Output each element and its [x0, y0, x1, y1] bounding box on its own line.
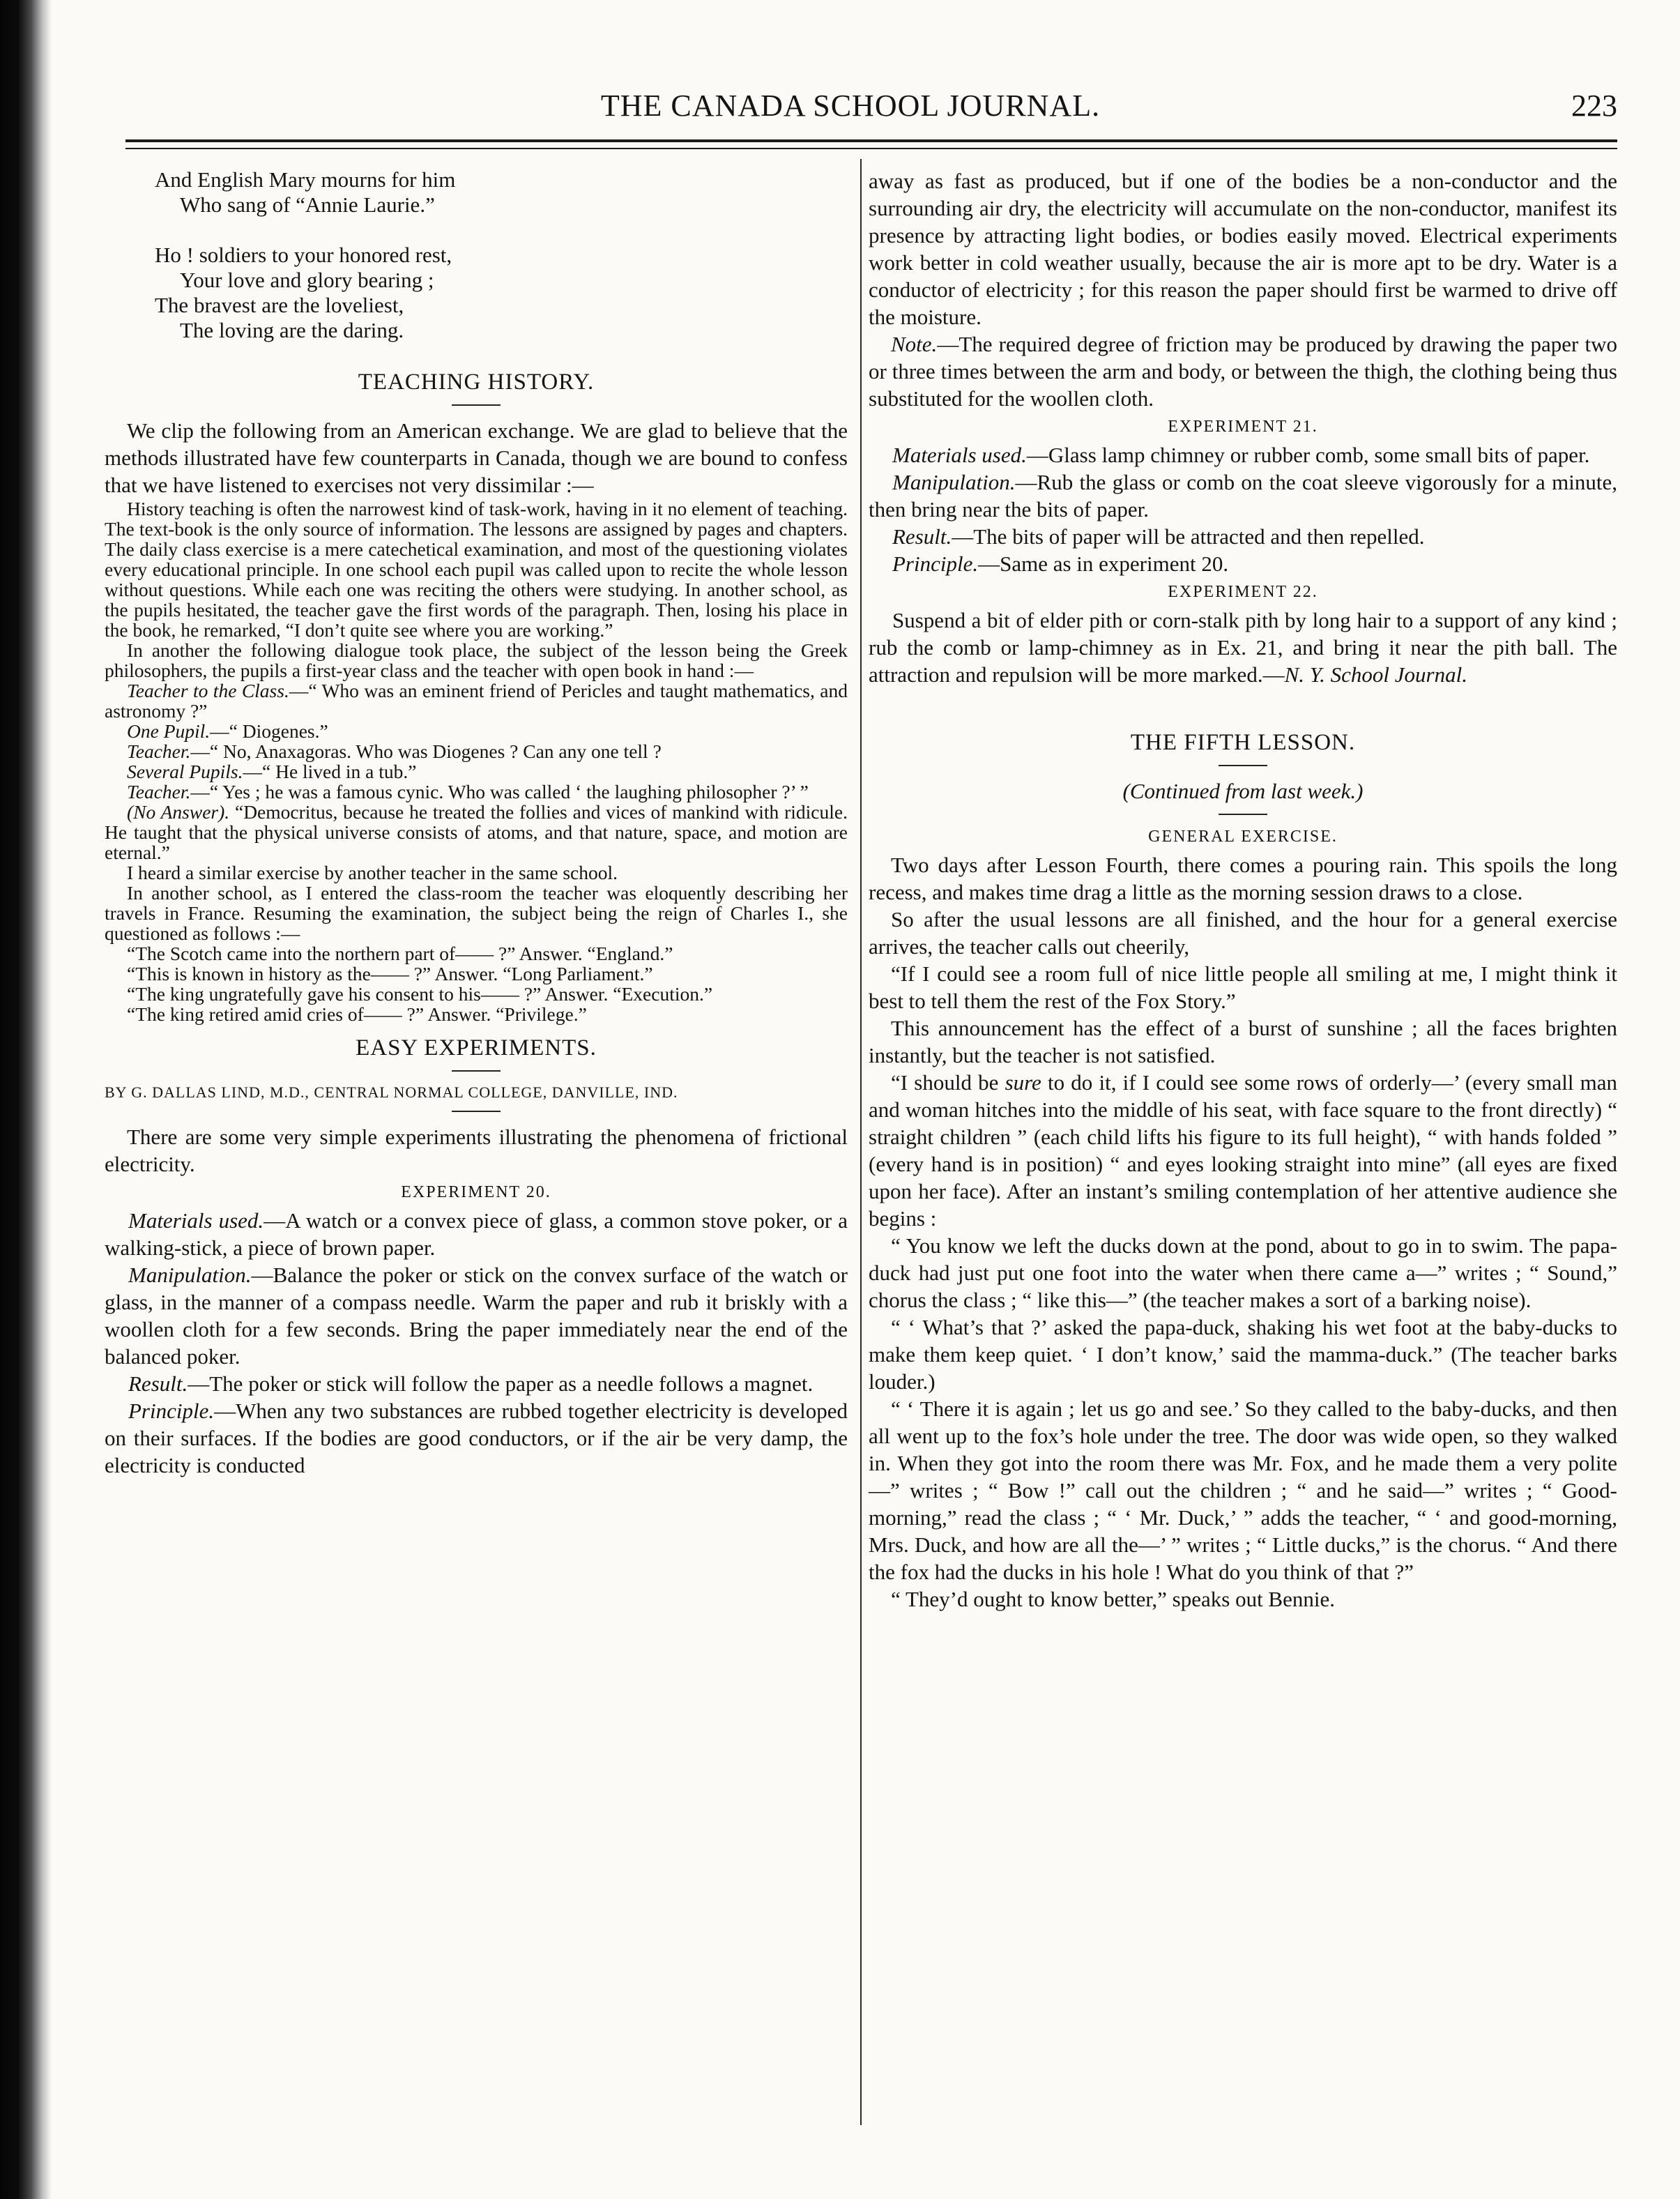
poem-stanza-2 [105, 243, 848, 343]
dialogue-line [105, 802, 848, 862]
text: to do it, if I could see some rows of orderly—’ (every small man and woman hitches into the middle of his seat, with face square to the front directly) “ straight children ” (each child lifts his figure to its full height), “ with hands folded ” (every hand is in position) “ and eyes looking straight into mine” (all eyes are fixed upon her face). After an instant’s smiling contemplation of her attentive audience she begins : [869, 1070, 1617, 1231]
page-number: 223 [1571, 89, 1617, 123]
poem-line: The loving are the daring. [180, 318, 404, 342]
paragraph: So after the usual lessons are all finished, and the hour for a general exercise arrives, the teacher calls out cheerily, [869, 907, 1617, 959]
text: —The bits of paper will be attracted and then repelled. [952, 524, 1425, 549]
paragraph: Two days after Lesson Fourth, there comes a pouring rain. This spoils the long recess, and makes time drag a little as the morning session draws to a close. [869, 853, 1617, 904]
text: —When any two substances are rubbed together electricity is developed on their surfaces. If the bodies are good conductors, or if the air be very damp, the electricity is conducted [105, 1399, 848, 1477]
right-column [869, 167, 1617, 1613]
principle [869, 550, 1617, 577]
question-answer: “The king retired amid cries of—— ?” Answer. “Privilege.” [127, 1003, 587, 1025]
paragraph: “ ‘ What’s that ?’ asked the papa-duck, shaking his wet foot at the baby-ducks to make them keep quiet. ‘ I don’t know,’ said the mamma-duck.” (The teacher barks louder.) [869, 1315, 1617, 1394]
journal-title: THE CANADA SCHOOL JOURNAL. [600, 89, 1101, 123]
column-separator [860, 159, 862, 2125]
label: Principle. [892, 551, 979, 576]
dialogue-line [105, 782, 848, 802]
label: Manipulation. [128, 1263, 252, 1287]
heading-rule [1219, 814, 1267, 815]
dialogue-text: —“ Who was an eminent friend of Pericles and taught mathematics, and astronomy ?” [105, 680, 848, 722]
text: —Rub the glass or comb on the coat sleeve vigorously for a minute, then bring near the bits of paper. [869, 470, 1617, 522]
label: Materials used. [128, 1208, 264, 1233]
label: Result. [892, 524, 952, 549]
dialogue-line [105, 761, 848, 782]
source: N. Y. School Journal. [1284, 662, 1467, 687]
section-heading-fifth-lesson: THE FIFTH LESSON. [1130, 730, 1356, 755]
materials [105, 1207, 848, 1261]
experiment-20 [105, 1182, 848, 1479]
result [105, 1370, 848, 1397]
poem [105, 167, 848, 343]
paragraph: “If I could see a room full of nice little people all smiling at me, I might think it best to tell them the rest of the Fox Story.” [869, 961, 1617, 1013]
dialogue-line [105, 680, 848, 721]
label: Note. [891, 332, 938, 356]
binding-shadow [0, 0, 52, 2199]
text: —Balance the poker or stick on the convex surface of the watch or glass, in the manner of a compass needle. Warm the paper and rub it briskly with a woollen cloth for a few seconds. Bring the paper immediately near the end of the balanced poker. [105, 1263, 848, 1369]
paragraph: I heard a similar exercise by another teacher in the same school. [127, 862, 618, 883]
dialogue-text: —“ Diogenes.” [210, 720, 328, 742]
paragraph: In another school, as I entered the class-room the teacher was eloquently describing her travels in France. Resuming the examination, the subject being the reign of Charles I., she questioned as follows :— [105, 882, 848, 944]
speaker: (No Answer). [127, 801, 230, 823]
text: “I should be [891, 1070, 1005, 1095]
page-header [84, 84, 1617, 146]
heading-rule [452, 1111, 501, 1112]
speaker: Teacher. [127, 781, 191, 802]
dialogue-text: “Democritus, because he treated the follies and vices of mankind with ridicule. He taught that the physical universe consists of atoms, and that nature, space, and motion are eternal.” [105, 801, 848, 863]
experiment-heading: EXPERIMENT 20. [401, 1183, 551, 1201]
paragraph: In another the following dialogue took place, the subject of the lesson being the Greek philosophers, the pupils a first-year class and the teacher with open book in hand :— [105, 639, 848, 681]
text: —A watch or a convex piece of glass, a common stove poker, or a walking-stick, a piece of brown paper. [105, 1208, 848, 1260]
manipulation [105, 1261, 848, 1370]
experiment-heading: EXPERIMENT 22. [1168, 583, 1318, 601]
materials [869, 441, 1617, 469]
poem-line: Your love and glory bearing ; [180, 268, 434, 292]
paragraph [869, 1069, 1617, 1232]
text: —The required degree of friction may be produced by drawing the paper two or three times between the arm and body, or between the thigh, the clothing being thus substituted for the woollen cloth. [869, 332, 1617, 411]
text: —Glass lamp chimney or rubber comb, some small bits of paper. [1026, 443, 1590, 467]
dialogue-text: —“ No, Anaxagoras. Who was Diogenes ? Can any one tell ? [190, 740, 662, 762]
dialogue-line [105, 741, 848, 761]
heading-rule [452, 1070, 501, 1072]
result [869, 523, 1617, 550]
text: —Same as in experiment 20. [978, 551, 1229, 576]
paragraph: “ They’d ought to know better,” speaks out Bennie. [891, 1587, 1335, 1611]
label: Manipulation. [892, 470, 1016, 494]
question-answer: “The Scotch came into the northern part of—— ?” Answer. “England.” [127, 943, 673, 964]
principle-continued: away as fast as produced, but if one of the bodies be a non-conductor and the surrounding air dry, the electricity will accumulate on the non-conductor, manifest its presence by attracting light bodies, or bodies easily moved. Electrical experiments work better in cold weather usually, because the air is more apt to be dry. Water is a conductor of electricity ; for this reason the paper should first be warmed to drive off the moisture. [869, 169, 1617, 329]
header-rule-thick [125, 139, 1617, 142]
continued-note: (Continued from last week.) [1122, 779, 1364, 803]
paragraph: “ You know we left the ducks down at the pond, about to go in to swim. The papa-duck had just put one foot into the water when there came a—” writes ; “ Sound,” chorus the class ; “ like this—” (the teacher makes a sort of a barking noise). [869, 1233, 1617, 1312]
speaker: Teacher to the Class. [127, 680, 289, 701]
paragraph: “ ‘ There it is again ; let us go and see.’ So they called to the baby-ducks, and then all went up to the fox’s hole under the tree. The door was wide open, so they walked in. When they got into the room there was Mr. Fox, and he made them a very polite—” writes ; “ Bow !” call out the children ; “ and he said—” writes ; “ Good-morning,” read the class ; “ ‘ Mr. Duck,’ ” adds the teacher, “ ‘ and good-morning, Mrs. Duck, and how are all the—’ ” writes ; “ Little ducks,” is the chorus. “ And there the fox had the ducks in his hole ! What do you think of that ?” [869, 1397, 1617, 1584]
teaching-history-intro: We clip the following from an American exchange. We are glad to believe that the methods illustrated have few counterparts in Canada, though we are bound to confess that we have listened to exercises not very dissimilar :— [105, 418, 848, 497]
section-heading-easy-experiments: EASY EXPERIMENTS. [356, 1035, 597, 1060]
heading-rule [1219, 765, 1267, 766]
poem-line: Ho ! soldiers to your honored rest, [155, 243, 452, 267]
byline: BY G. DALLAS LIND, M.D., CENTRAL NORMAL COLLEGE, DANVILLE, IND. [105, 1083, 678, 1101]
poem-stanza-1 [105, 167, 848, 218]
dialogue-line [105, 721, 848, 741]
manipulation [869, 469, 1617, 523]
speaker: Teacher. [127, 740, 191, 762]
label: Materials used. [892, 443, 1027, 467]
poem-line: And English Mary mourns for him [155, 167, 456, 192]
question-answer: “The king ungratefully gave his consent to his—— ?” Answer. “Execution.” [127, 983, 713, 1005]
principle [105, 1397, 848, 1479]
experiment-21 [869, 416, 1617, 577]
poem-line: The bravest are the loveliest, [155, 293, 404, 317]
dialogue-text: —“ Yes ; he was a famous cynic. Who was called ‘ the laughing philosopher ?’ ” [190, 781, 809, 802]
header-rule-thin [125, 148, 1617, 149]
experiment-heading: EXPERIMENT 21. [1168, 418, 1318, 436]
poem-line: Who sang of “Annie Laurie.” [180, 192, 435, 217]
text: Suspend a bit of elder pith or corn-stalk pith by long hair to a support of any kind ; rub the comb or lamp-chimney as in Ex. 21, and bring it near the pith ball. The attraction and repulsion will be more marked.— [869, 608, 1617, 687]
easy-experiments-intro: There are some very simple experiments illustrating the phenomena of frictional electricity. [105, 1125, 848, 1176]
label: Principle. [128, 1399, 215, 1423]
left-column [105, 167, 848, 1479]
question-answer: “This is known in history as the—— ?” Answer. “Long Parliament.” [127, 963, 653, 984]
speaker: One Pupil. [127, 720, 211, 742]
emphasis: sure [1005, 1070, 1041, 1095]
dialogue-text: —“ He lived in a tub.” [243, 761, 417, 782]
experiment-22 [869, 581, 1617, 688]
paragraph: This announcement has the effect of a burst of sunshine ; all the faces brighten instantly, but the teacher is not satisfied. [869, 1016, 1617, 1067]
text: —The poker or stick will follow the paper as a needle follows a magnet. [188, 1371, 814, 1396]
section-heading-teaching-history: TEACHING HISTORY. [358, 370, 595, 395]
speaker: Several Pupils. [127, 761, 243, 782]
experiment-text [869, 607, 1617, 688]
note [869, 330, 1617, 412]
heading-rule [452, 404, 501, 406]
label: Result. [128, 1371, 188, 1396]
paragraph: History teaching is often the narrowest kind of task-work, having in it no element of teaching. The text-book is the only source of information. The lessons are assigned by pages and chapters. The daily class exercise is a mere catechetical examination, and most of the questioning violates every educational principle. In one school each pupil was called upon to recite the whole lesson without questions. While each one was reciting the others were studying. In another school, as the pupils hesitated, the teacher gave the first words of the paragraph. Then, losing his place in the book, he remarked, “I don’t quite see where you are working.” [105, 498, 848, 641]
subheading-general-exercise: GENERAL EXERCISE. [1148, 828, 1338, 846]
